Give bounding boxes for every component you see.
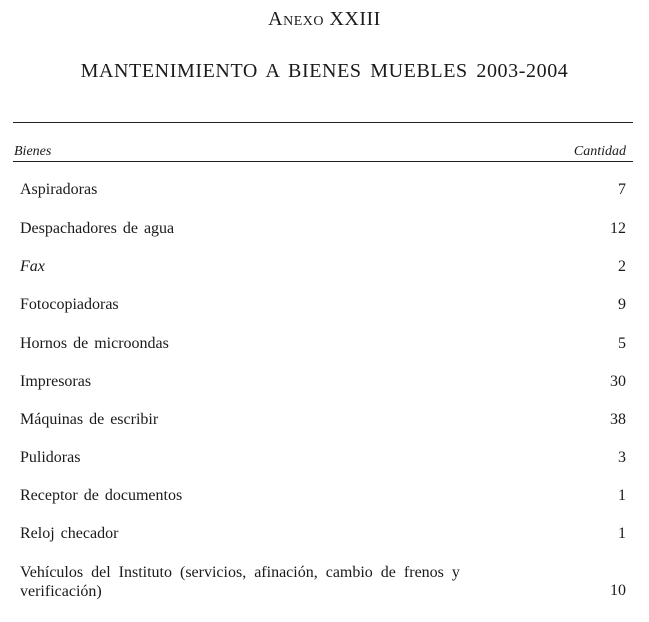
item-quantity: 5 — [618, 335, 626, 352]
item-quantity: 7 — [618, 181, 626, 198]
item-quantity: 3 — [618, 449, 626, 466]
header-bienes: Bienes — [14, 144, 52, 159]
item-name: Receptor de documentos — [20, 487, 183, 504]
header-cantidad: Cantidad — [573, 144, 626, 159]
item-name: Fax — [20, 258, 45, 275]
page-title: MANTENIMIENTO A BIENES MUEBLES 2003-2004 — [80, 60, 569, 82]
item-name: Fotocopiadoras — [20, 296, 119, 313]
annex-label: Anexo XXIII — [268, 8, 381, 30]
item-name: Vehículos del Instituto (servicios, afinación, cambio de frenos y verificación) — [20, 564, 460, 600]
item-name: Impresoras — [20, 373, 92, 390]
item-quantity: 1 — [618, 487, 626, 504]
item-quantity: 38 — [610, 411, 626, 428]
item-name: Despachadores de agua — [20, 220, 175, 237]
table-top-rule — [13, 122, 633, 123]
item-name: Pulidoras — [20, 449, 81, 466]
item-quantity: 9 — [618, 296, 626, 313]
item-quantity: 2 — [618, 258, 626, 275]
item-quantity: 30 — [610, 373, 626, 390]
item-name: Reloj checador — [20, 525, 119, 542]
table-header-rule — [13, 161, 633, 162]
item-quantity: 1 — [618, 525, 626, 542]
item-quantity: 12 — [610, 220, 626, 237]
item-quantity: 10 — [610, 582, 626, 599]
item-name: Hornos de microondas — [20, 335, 169, 352]
item-name: Máquinas de escribir — [20, 411, 159, 428]
item-name: Aspiradoras — [20, 181, 98, 198]
